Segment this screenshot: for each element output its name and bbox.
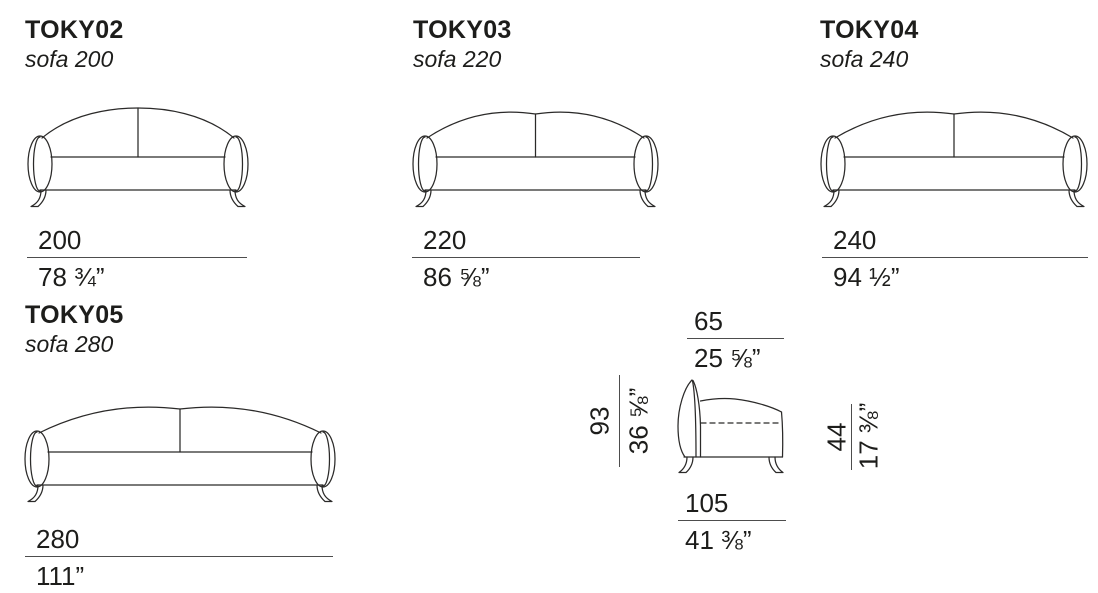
dimension-cm-value: 240 <box>833 225 877 255</box>
width-dimension-toky02 <box>27 226 247 291</box>
model-subtitle: sofa 240 <box>820 45 909 72</box>
width-dimension-toky04 <box>822 226 1088 291</box>
dimension-inch-value: 17 ⅜” <box>853 402 883 470</box>
seat-height-dimension-inch <box>852 396 884 476</box>
seat-height-dimension-cm <box>822 404 850 470</box>
dimension-inch-value: 94 ½” <box>833 262 900 292</box>
model-subtitle: sofa 220 <box>413 45 502 72</box>
dimension-cm-value: 105 <box>685 488 729 518</box>
dimension-cm-value: 280 <box>36 524 80 554</box>
sofa-front-drawing-toky04 <box>821 107 1087 208</box>
dimension-inch-value: 36 ⅝” <box>623 387 653 455</box>
dimension-inch-value: 78 ¾” <box>38 262 105 292</box>
model-title: TOKY02 <box>25 16 124 44</box>
dimension-cm-value: 220 <box>423 225 467 255</box>
dimension-inch-value: 86 ⅝” <box>423 262 490 292</box>
overall-depth-dimension <box>678 489 786 554</box>
model-card-header-toky04 <box>820 16 919 74</box>
dimension-inch-value: 25 ⅝” <box>694 343 761 373</box>
dimension-cm-value: 93 <box>583 406 614 436</box>
dimension-inch-value: 41 ⅜” <box>685 525 752 555</box>
sofa-front-drawing-toky03 <box>413 107 658 208</box>
dimension-inch-value: 111” <box>36 561 85 591</box>
model-title: TOKY03 <box>413 16 512 44</box>
model-title: TOKY05 <box>25 301 124 329</box>
width-dimension-toky03 <box>412 226 640 291</box>
model-card-header-toky03 <box>413 16 512 74</box>
width-dimension-toky05 <box>25 525 333 590</box>
model-card-header-toky05 <box>25 301 124 359</box>
sofa-front-drawing-toky05 <box>25 402 335 503</box>
dimension-cm-value: 44 <box>821 422 852 452</box>
dimension-cm-value: 200 <box>38 225 82 255</box>
height-dimension-inch <box>620 373 656 469</box>
height-dimension-cm <box>582 375 616 467</box>
sofa-front-drawing-toky02 <box>28 107 248 208</box>
model-title: TOKY04 <box>820 16 919 44</box>
model-subtitle: sofa 280 <box>25 330 114 357</box>
model-subtitle: sofa 200 <box>25 45 114 72</box>
dimension-cm-value: 65 <box>694 306 723 336</box>
depth-dimension <box>687 307 784 372</box>
sofa-side-drawing <box>663 378 788 473</box>
model-card-header-toky02 <box>25 16 124 74</box>
